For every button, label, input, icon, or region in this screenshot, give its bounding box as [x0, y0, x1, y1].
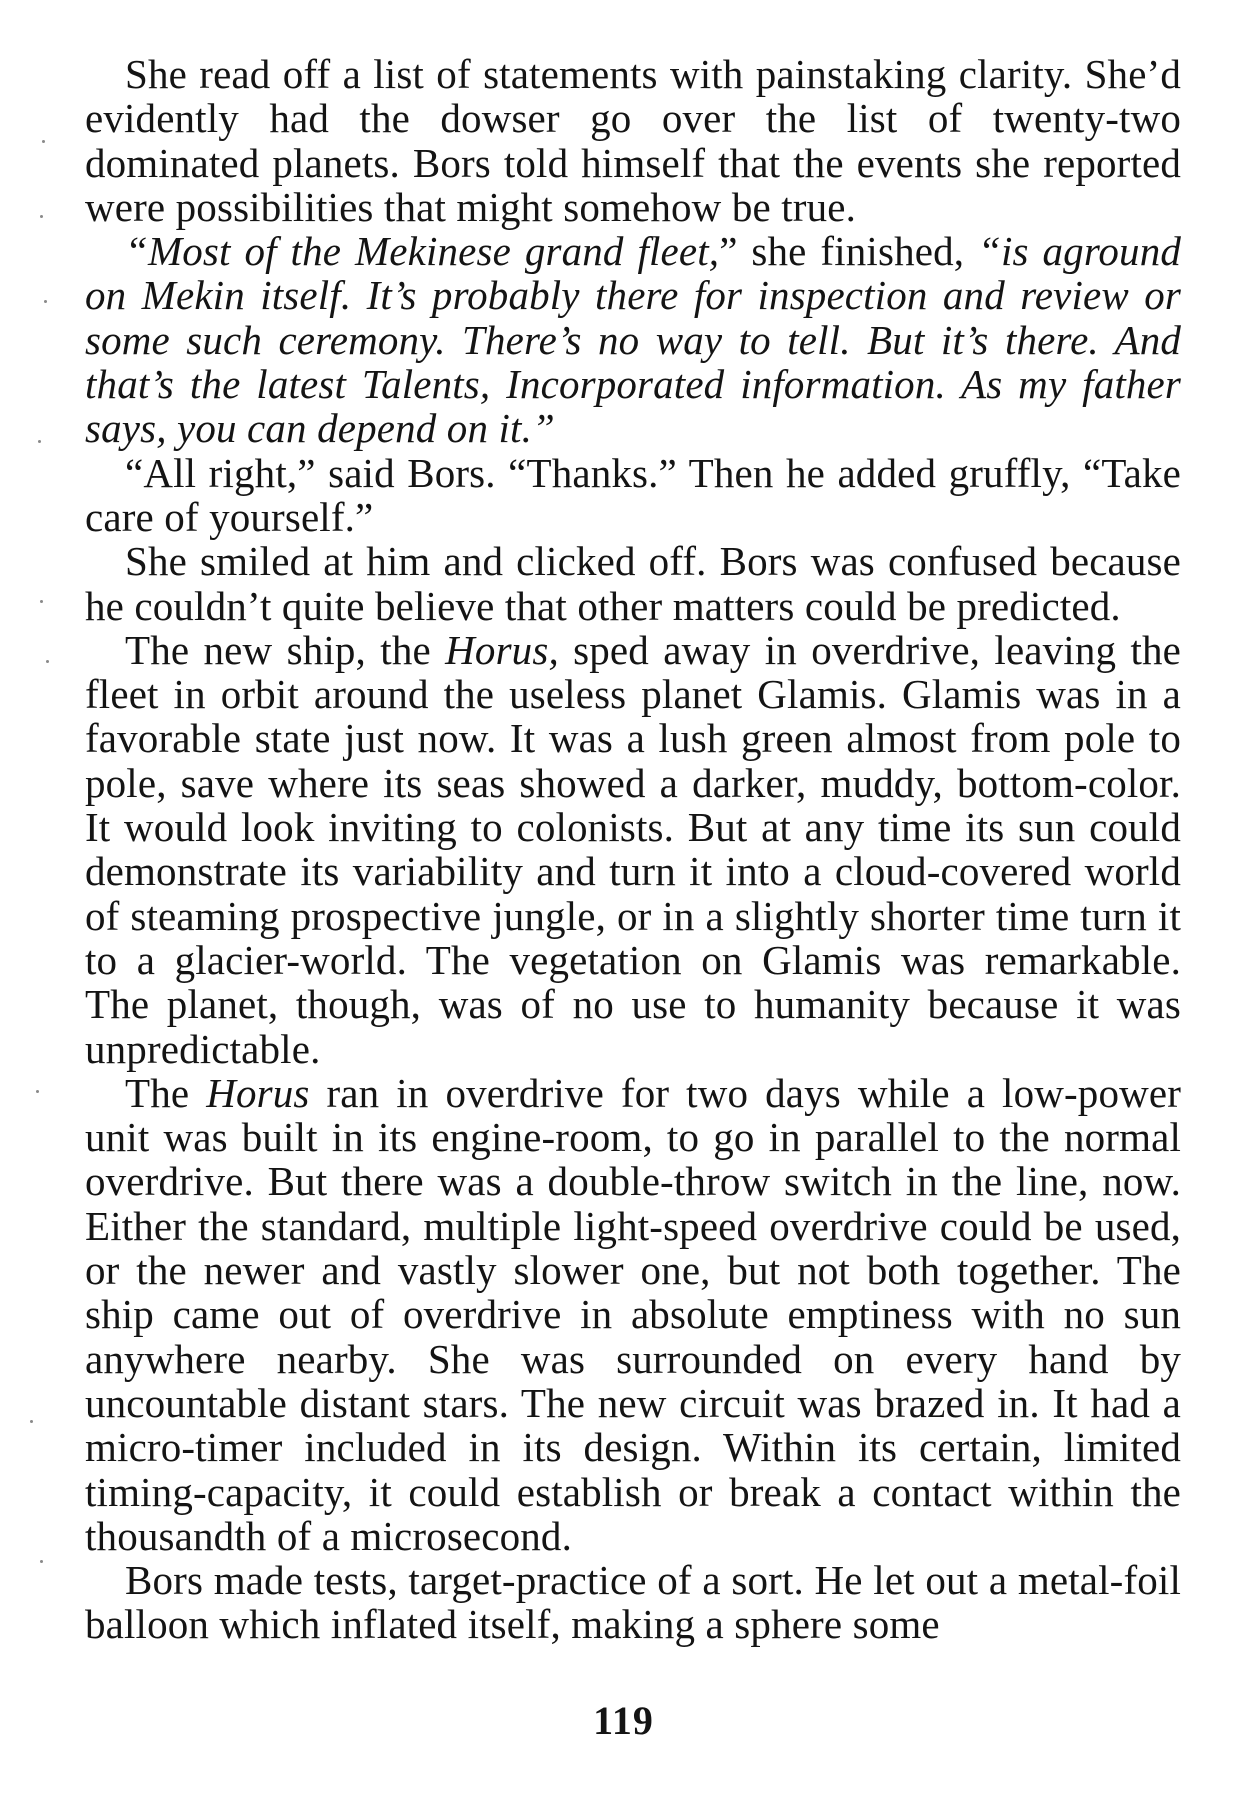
paragraph — [85, 628, 1181, 1071]
scan-speck — [42, 140, 45, 143]
paragraph — [85, 451, 1181, 540]
book-page-body — [85, 52, 1181, 1647]
text-segment-italic: Horus — [206, 1069, 310, 1116]
scan-speck — [40, 1560, 43, 1563]
text-segment: The new ship, the — [125, 626, 446, 673]
paragraph — [85, 1071, 1181, 1558]
text-segment: ran in overdrive for two days while a low-power unit was built in its engine-room, to go in parallel to the normal overdrive. But there was a double-throw switch in the line, now. Either the standard, multiple light-speed overdrive could be used, or the newer and vastly slower one, but not both together. The ship came out of overdrive in absolute emptiness with no sun anywhere nearby. She was surrounded on every hand by uncountable distant stars. The new circuit was brazed in. It had a micro-timer included in its design. Within its certain, limited timing-capacity, it could establish or break a contact within the thousandth of a microsecond. — [85, 1069, 1182, 1559]
text-segment: Bors made tests, target-practice of a sort. He let out a metal-foil balloon which inflated itself, making a sphere some — [85, 1557, 1181, 1648]
paragraph — [85, 539, 1181, 628]
text-segment: The — [125, 1069, 207, 1116]
scan-speck — [40, 600, 43, 603]
text-segment: She smiled at him and clicked off. Bors was confused because he couldn’t quite believe that other matters could be predicted. — [85, 538, 1181, 629]
paragraph — [85, 1558, 1181, 1647]
text-segment: ” she finished, — [719, 228, 979, 275]
paragraph — [85, 229, 1181, 450]
scan-speck — [44, 300, 47, 303]
text-segment-italic: “Most of the Mekinese grand fleet, — [125, 228, 720, 275]
text-segment: “All right,” said Bors. “Thanks.” Then he added gruffly, “Take care of yourself.” — [85, 449, 1181, 540]
paragraph — [85, 52, 1181, 229]
page-number: 119 — [593, 1698, 654, 1743]
text-segment-italic: Horus, — [445, 626, 559, 673]
scan-speck — [30, 1420, 33, 1423]
text-segment-italic: “is aground on Mekin itself. It’s probably there for inspection and review or some such ceremony. There’s no way to tell. But it’s there. And that’s the latest Talents, Incorporated information. As my father says, you can depend on it.” — [85, 228, 1182, 452]
scan-speck — [36, 1090, 39, 1093]
scan-speck — [38, 440, 41, 443]
scan-speck — [46, 660, 49, 663]
scan-speck — [40, 215, 43, 218]
text-segment: She read off a list of statements with painstaking clarity. She’d evidently had the dowser go over the list of twenty-two dominated planets. Bors told himself that the events she reported were possibilities that might somehow be true. — [85, 51, 1181, 230]
text-segment: sped away in overdrive, leaving the fleet in orbit around the useless planet Glamis. Glamis was in a favorable state just now. It was a lush green almost from pole to pole, save where its seas showed a darker, muddy, bottom-color. It would look inviting to colonists. But at any time its sun could demonstrate its variability and turn it into a cloud-covered world of steaming prospective jungle, or in a slightly shorter time turn it to a glacier-world. The vegetation on Glamis was remarkable. The planet, though, was of no use to humanity because it was unpredictable. — [85, 626, 1181, 1072]
